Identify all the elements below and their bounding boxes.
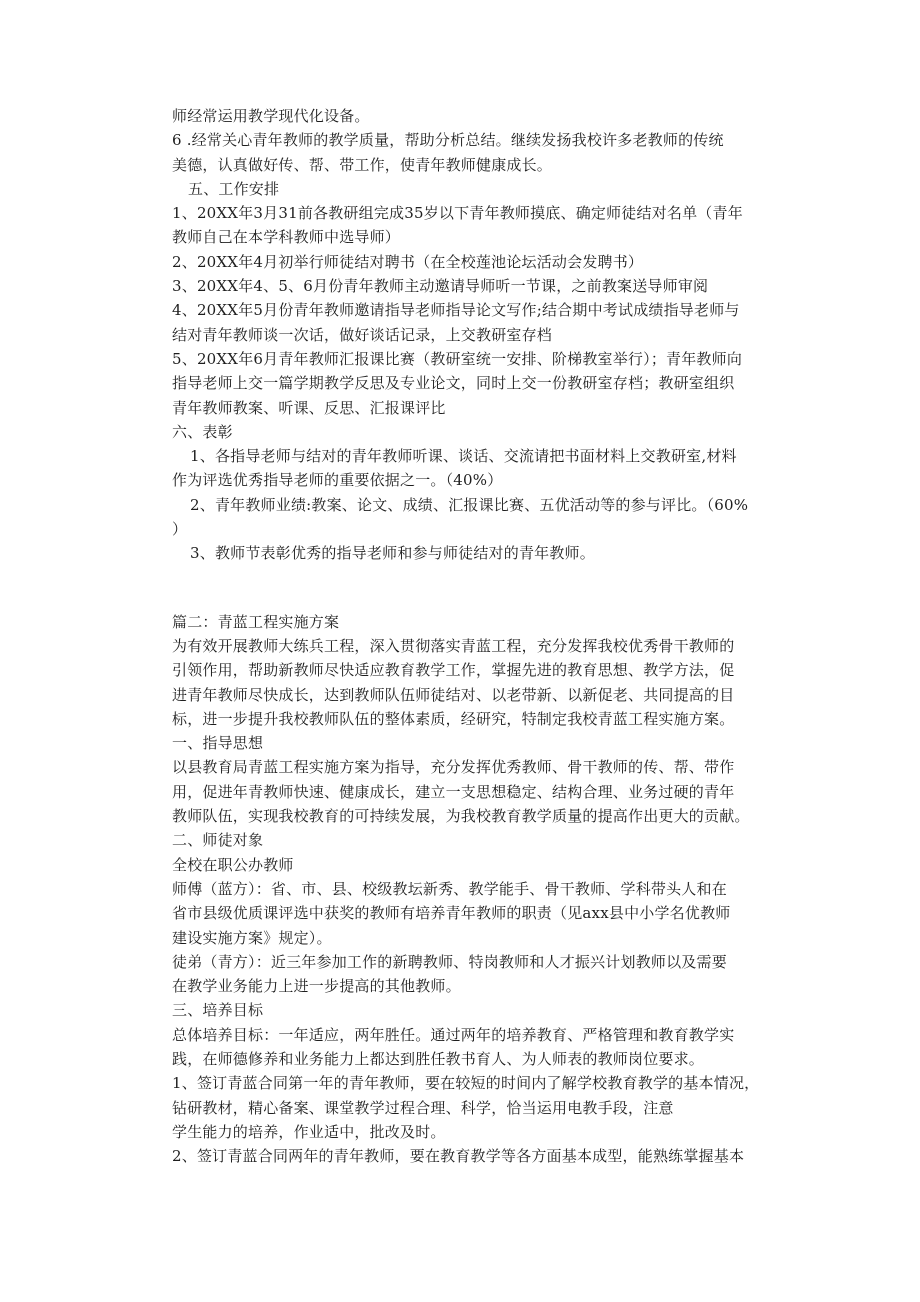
- text-line: 全校在职公办教师: [172, 855, 294, 874]
- text-line: 为有效开展教师大练兵工程，深入贯彻落实青蓝工程，充分发挥我校优秀骨干教师的: [172, 636, 735, 655]
- text-line: ）: [172, 520, 188, 539]
- heading-commendation: 六、表彰: [172, 422, 233, 441]
- text-line: 1、各指导老师与结对的青年教师听课、谈话、交流请把书面材料上交教研室,材料: [190, 447, 737, 466]
- text-line: 教师自己在本学科教师中选导师）: [172, 228, 401, 247]
- text-line: 1、签订青蓝合同第一年的青年教师，要在较短的时间内了解学校教育教学的基本情况，: [172, 1074, 760, 1093]
- text-line: 6 .经常关心青年教师的教学质量，帮助分析总结。继续发扬我校许多老教师的传统: [172, 131, 724, 150]
- text-line: 5、20XX年6月青年教师汇报课比赛（教研室统一安排、阶梯教室举行）；青年教师向: [172, 349, 743, 368]
- text-line: 2、签订青蓝合同两年的青年教师，要在教育教学等各方面基本成型，能熟练掌握基本: [172, 1147, 745, 1166]
- text-line: 青年教师教案、听课、反思、汇报课评比: [172, 398, 446, 417]
- text-line: 总体培养目标：一年适应，两年胜任。通过两年的培养教育、严格管理和教育教学实: [172, 1025, 735, 1044]
- text-line: 践，在师德修养和业务能力上都达到胜任教书育人、为人师表的教师岗位要求。: [172, 1049, 705, 1068]
- heading-mentor-targets: 二、师徒对象: [172, 831, 264, 850]
- text-line: 3、教师节表彰优秀的指导老师和参与师徒结对的青年教师。: [190, 544, 595, 563]
- document-page: [172, 104, 762, 1168]
- text-line: 2、20XX年4月初举行师徒结对聘书（在全校莲池论坛活动会发聘书）: [172, 252, 644, 271]
- text-line: 用，促进年青教师快速、健康成长，建立一支思想稳定、结构合理、业务过硬的青年: [172, 782, 735, 801]
- text-line: 美德，认真做好传、帮、带工作，使青年教师健康成长。: [172, 155, 553, 174]
- text-line: 学生能力的培养，作业适中，批改及时。: [172, 1122, 446, 1141]
- text-line: 引领作用，帮助新教师尽快适应教育教学工作，掌握先进的教育思想、教学方法，促: [172, 661, 735, 680]
- text-line: 建设实施方案》规定）。: [172, 928, 332, 947]
- text-line: 进青年教师尽快成长，达到教师队伍师徒结对、以老带新、以新促老、共同提高的目: [172, 685, 735, 704]
- text-line: 以县教育局青蓝工程实施方案为指导，充分发挥优秀教师、骨干教师的传、帮、带作: [172, 758, 735, 777]
- section-gap: [172, 566, 762, 610]
- text-line: 徒弟（青方）：近三年参加工作的新聘教师、特岗教师和人才振兴计划教师以及需要: [172, 952, 727, 971]
- text-line: 作为评选优秀指导老师的重要依据之一。（40%）: [172, 471, 503, 490]
- text-line: 教师队伍，实现我校教育的可持续发展，为我校教育教学质量的提高作出更大的贡献。: [172, 807, 750, 826]
- text-line: 师傅（蓝方）：省、市、县、校级教坛新秀、教学能手、骨干教师、学科带头人和在: [172, 879, 727, 898]
- text-line: 2、青年教师业绩:教案、论文、成绩、汇报课比赛、五优活动等的参与评比。（60%: [190, 495, 749, 514]
- text-line: 钻研教材，精心备案、课堂教学过程合理、科学，恰当运用电教手段，注意: [172, 1098, 674, 1117]
- text-line: 结对青年教师谈一次话，做好谈话记录，上交教研室存档: [172, 325, 553, 344]
- heading-work-arrangement: 五、工作安排: [188, 179, 280, 198]
- heading-training-goals: 三、培养目标: [172, 1001, 264, 1020]
- section-title: 篇二：青蓝工程实施方案: [172, 612, 340, 631]
- text-line: 3、20XX年4、5、6月份青年教师主动邀请导师听一节课，之前教案送导师审阅: [172, 277, 709, 296]
- text-line: 4、20XX年5月份青年教师邀请指导老师指导论文写作;结合期中考试成绩指导老师与: [172, 301, 740, 320]
- text-line: 1、20XX年3月31前各教研组完成35岁以下青年教师摸底、确定师徒结对名单（青年: [172, 204, 743, 223]
- text-line: 师经常运用教学现代化设备。: [172, 107, 370, 125]
- text-line: 省市县级优质课评选中获奖的教师有培养青年教师的职责（见axx县中小学名优教师: [172, 904, 731, 923]
- text-line: 在教学业务能力上进一步提高的其他教师。: [172, 977, 461, 996]
- section-one: [172, 104, 762, 566]
- text-line: 标，进一步提升我校教师队伍的整体素质，经研究，特制定我校青蓝工程实施方案。: [172, 709, 735, 728]
- text-line: 指导老师上交一篇学期教学反思及专业论文，同时上交一份教研室存档；教研室组织: [172, 374, 735, 393]
- heading-guiding-ideology: 一、指导思想: [172, 734, 264, 753]
- section-two: [172, 610, 762, 1169]
